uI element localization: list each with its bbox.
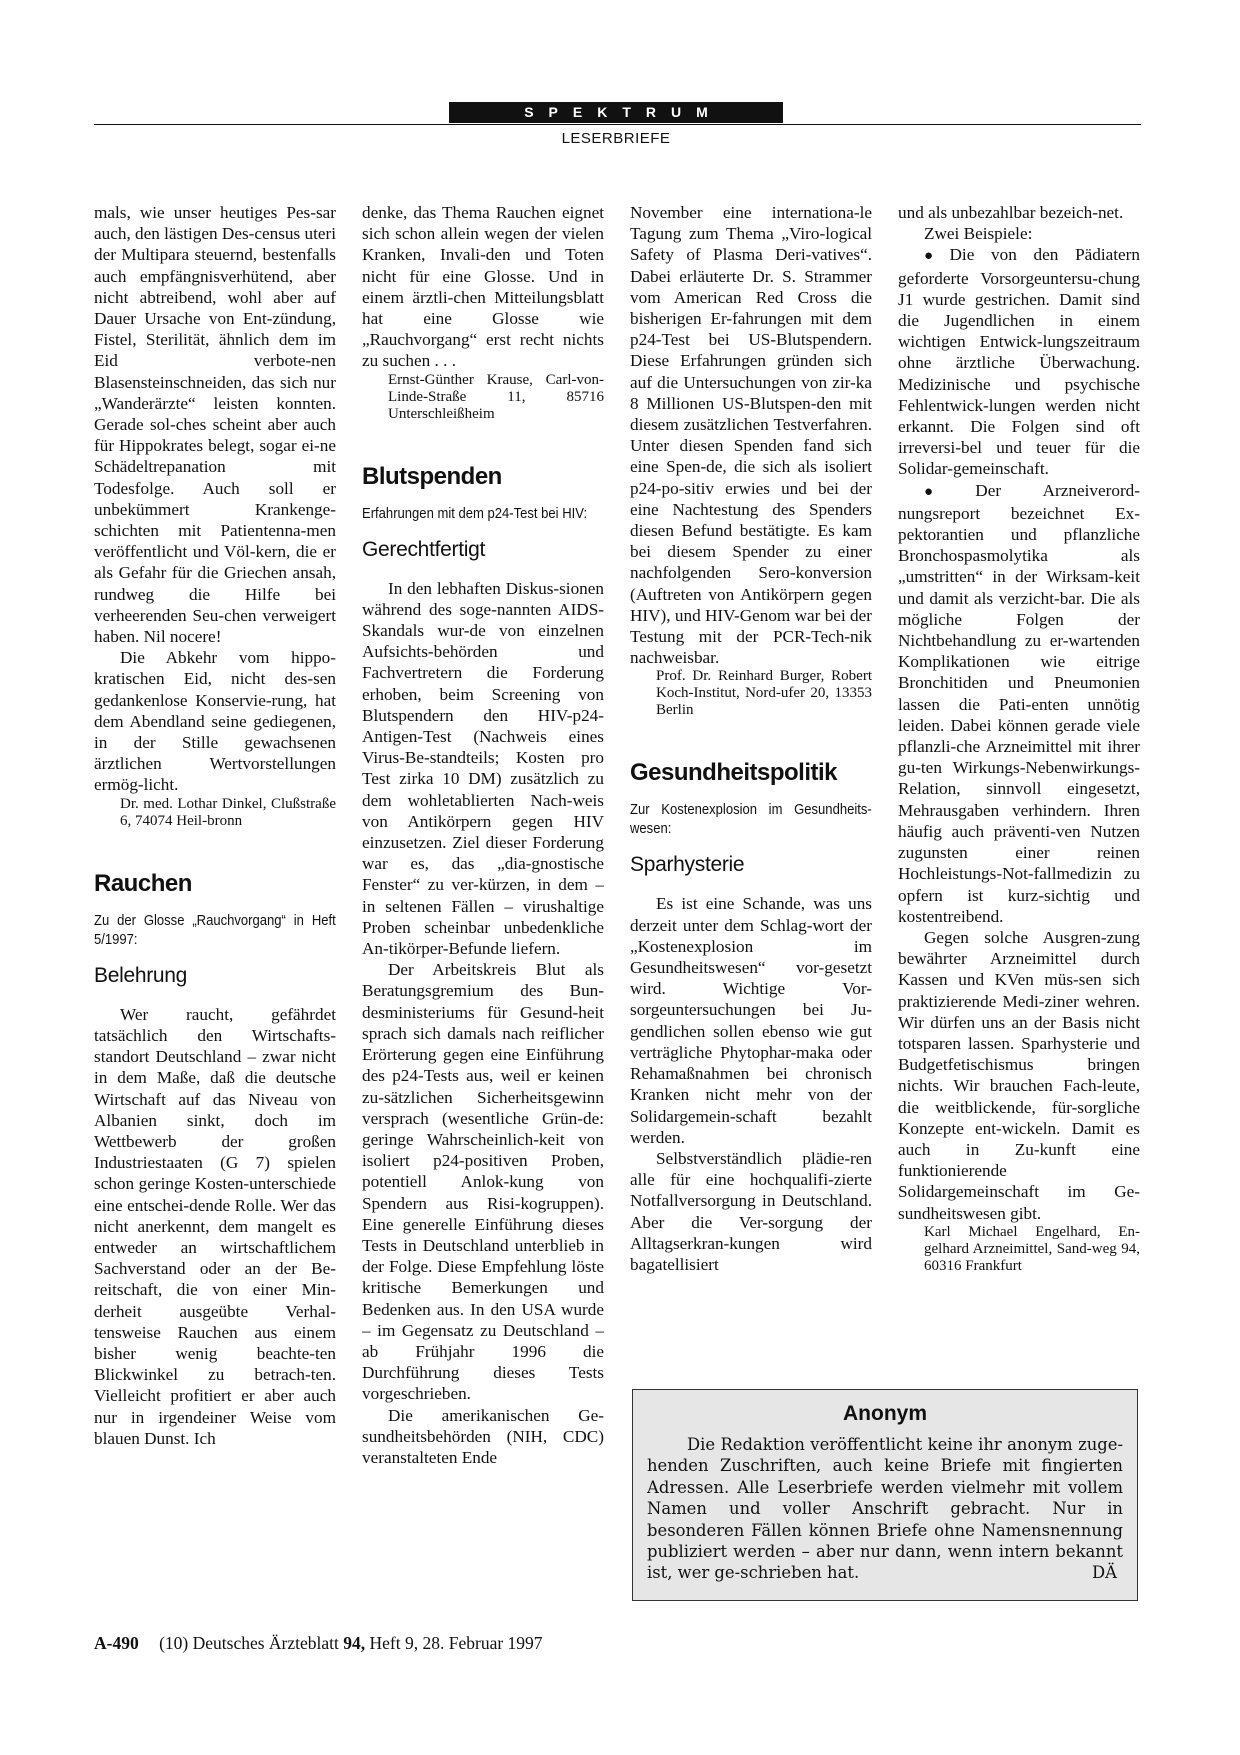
header-rule xyxy=(94,124,1141,125)
spacer xyxy=(630,877,872,893)
bullet-text: Die von den Pädiatern geforderte Vorsorgeuntersu-chung J1 wurde gestrichen. Damit sind die Jugendlichen in einem wichtigen Entwick-lungszeitraum ohne ärztliche Überwachung. Medizinische und psychische Fehlentwick-lungen werden nicht erkannt. Die Folgen sind oft irreversi-bel und teuer für die Solidar-gemeinschaft. xyxy=(898,245,1140,479)
headline-sparhysterie: Sparhysterie xyxy=(630,853,745,877)
paragraph: Der Arbeitskreis Blut als Beratungsgremium des Bun-desministeriums für Gesund-heit sprach sich damals nach reiflicher Erörterung gegen eine Einführung des p24-Tests aus, weil er keinen zu-sätzlichen Sicherheitsgewinn versprach (wesentliche Grün-de: geringe Wahrscheinlich-keit von isoliert p24-positiven Proben, potentiell Anlok-kung von Spendern aus Risi-kogruppen). Eine generelle Einführung dieses Tests in Deutschland unterblieb in der Folge. Diese Empfehlung löste kritische Bemerkungen und Bedenken aus. In den USA wurde – im Gegensatz zu Deutschland – ab Frühjahr 1996 die Durchführung dieses Tests vorgeschrieben. xyxy=(362,960,604,1404)
spacer xyxy=(630,719,872,759)
paragraph: und als unbezahlbar bezeich-net. xyxy=(898,203,1124,222)
paragraph: Die Abkehr vom hippo-kratischen Eid, nicht des-sen gedankenlose Konservie-rung, hat dem Abendland seine gediegenen, in der Stille gewachsenen ärztlichen Wertvorstellungen ermög-licht. xyxy=(94,648,336,795)
bullet-icon: ● xyxy=(924,483,972,500)
letter-signature: Ernst-Günther Krause, Carl-von-Linde-Straße 11, 85716 Unterschleißheim xyxy=(388,371,604,422)
anonym-notice-box xyxy=(632,1389,1138,1601)
spacer xyxy=(630,839,872,853)
bullet-text: Der Arzneiverord-nungsreport bezeichnet Ex-pektorantien und pflanzliche Bronchospasmolytika als „umstritten“ in der Wirksam-keit und damit als verzicht-bar. Die als mögliche Folgen der Nichtbehandlung zu er-wartenden Komplikationen wie eitrige Bronchitiden und Pneumonien lassen die Pati-enten unnötig leiden. Dabei können gerade viele pflanzli-che Arzneimittel mit ihrer gu-ten Wirkungs-Nebenwirkungs-Relation, sinnvoll eingesetzt, Mehrausgaben verhindern. Ihren häufig auch präventi-ven Nutzen zugunsten einer reinen Hochleistungs-Not-fallmedizin zu opfern ist kurz-sichtig und kostentreibend. xyxy=(898,480,1140,926)
paragraph: Die amerikanischen Ge-sundheitsbehörden (NIH, CDC) veranstalteten Ende xyxy=(362,1405,604,1467)
paragraph: Gegen solche Ausgren-zung bewährter Arzneimittel durch Kassen und KVen müs-sen sich praktizierende Medi-ziner wehren. Wir dürfen uns an der Basis nicht totsparen lassen. Sparhysterie und Budgetfetischismus bringen nichts. Wir brauchen Fach-leute, die weitblickende, für-sorgliche Konzepte ent-wickeln. Damit es auch in Zu-kunft eine funktionierende Solidargemeinschaft im Ge-sundheitswesen gibt. xyxy=(898,927,1140,1223)
section-title-rauchen: Rauchen xyxy=(94,869,192,897)
spacer xyxy=(94,898,336,912)
journal-name: (10) Deutsches Ärzteblatt xyxy=(159,1633,339,1653)
paragraph: mals, wie unser heutiges Pes-sar auch, den lästigen Des-census uteri der Multipara steuernd, bestenfalls auch empfängnisverhütend, aber nicht abtreibend, wohl aber auf Dauer Ursache von Ent-zündung, Fistel, Sterilität, ähnlich dem im Eid verbote-nen Blasensteinschneiden, das sich nur „Wanderärzte“ leisten konnten. Gerade sol-ches scheint aber auch für Hippokrates belegt, sogar ei-ne Schädeltrepanation mit Todesfolge. Auch soll er unbekümmert Krankenge-schichten mit Patientenna-men veröffentlicht und Völ-kern, die er als Gefahr für die Griechen ansah, rundweg die Hilfe bei verheerenden Seu-chen verweigert haben. Nil nocere! xyxy=(94,203,336,647)
spacer xyxy=(362,491,604,505)
column-1 xyxy=(94,202,336,1449)
subsection-label: LESERBRIEFE xyxy=(561,130,671,147)
bullet-paragraph xyxy=(898,244,1140,479)
paragraph: In den lebhaften Diskus-sionen während des soge-nannten AIDS-Skandals wur-de von einzelnen Aufsichts-behörden und Fachvertretern die Forderung erhoben, beim Screening von Blutspendern den HIV-p24-Antigen-Test (Nachweis eines Virus-Be-standteils; Kosten pro Test zirka 10 DM) zusätzlich zu dem wohletablierten Nach-weis von Antikörpern gegen HIV einzusetzen. Ziel dieser Forderung war es, das „dia-gnostische Fenster“ zu ver-kürzen, in dem – in seltenen Fällen – virushaltige Proben scheinbar unbedenkliche An-tikörper-Befunde liefern. xyxy=(362,578,604,959)
notice-text: Die Redaktion veröffentlicht keine ihr anonym zuge-henden Zuschriften, auch keine Briefe mit fingierten Adressen. Alle Leserbriefe werden vielmehr mit vollem Namen und voller Anschrift gebracht. Nur in besonderen Fällen können Briefe ohne Namensnennung publiziert werden – aber nur dann, wenn intern bekannt ist, wer ge-schrieben hat. xyxy=(647,1435,1123,1583)
headline-belehrung: Belehrung xyxy=(94,963,188,987)
notice-body xyxy=(647,1434,1123,1584)
paragraph: Wer raucht, gefährdet tatsächlich den Wirtschafts-standort Deutschland – zwar nicht in dem Maße, daß die deutsche Wirtschaft auf das Niveau von Albanien sinkt, doch im Wettbewerb der großen Industriestaaten (G 7) spielen schon geringe Kosten-unterschiede eine entschei-dende Rolle. Wer das nicht anerkennt, dem mangelt es entweder an wirtschaftlichem Sachverstand oder an der Be-reitschaft, die von einer Min-derheit ausgeübte Verhal-tensweise Rauchen aus einem bisher wenig beachte-ten Blickwinkel zu betrach-ten. Vielleicht profitiert er aber auch nur in irgendeiner Weise vom blauen Dunst. Ich xyxy=(94,1004,336,1448)
paragraph: Selbstverständlich plädie-ren alle für eine hochqualifi-zierte Notfallversorgung in Deutschland. Aber die Ver-sorgung der Alltagserkran-kungen wird bagatellisiert xyxy=(630,1148,872,1274)
kicker: Zu der Glosse „Rauchvorgang“ in Heft 5/1997: xyxy=(94,912,336,948)
kicker: Erfahrungen mit dem p24-Test bei HIV: xyxy=(362,505,588,522)
column-3 xyxy=(630,202,872,1275)
paragraph: November eine internationa-le Tagung zum Thema „Viro-logical Safety of Plasma Deri-vatives“. Dabei erläuterte Dr. S. Strammer vom American Red Cross die bisherigen Er-fahrungen mit dem p24-Test bei US-Blutspendern. Diese Erfahrungen gründen sich auf die Untersuchungen von zir-ka 8 Millionen US-Blutspen-den mit diesem zusätzlichen Testverfahren. Unter diesen Spenden fand sich eine Spen-de, die sich als isoliert p24-po-sitiv erwies und bei der eine Nachtestung des Spenders diesen Befund bestätigte. Es kam bei diesem Spender zu einer nachfolgenden Sero-konversion (Auftreten von Antikörpern gegen HIV), und HIV-Genom war bei der Testung mit der PCR-Tech-nik nachweisbar. xyxy=(630,203,872,668)
spacer xyxy=(362,524,604,538)
letter-signature: Karl Michael Engelhard, En-gelhard Arzneimittel, Sand-weg 94, 60316 Frankfurt xyxy=(924,1223,1140,1274)
section-header-bar xyxy=(449,102,783,123)
page-footer xyxy=(94,1632,543,1654)
paragraph: denke, das Thema Rauchen eignet sich schon allein wegen der vielen Kranken, Invali-den und Toten nicht für eine Glosse. Und in einem ärztli-chen Mitteilungsblatt hat eine Glosse wie „Rauchvorgang“ erst recht nichts zu suchen . . . xyxy=(362,203,604,371)
kicker: Zur Kostenexplosion im Gesundheits-wesen: xyxy=(630,802,872,838)
headline-gerechtfertigt: Gerechtfertigt xyxy=(362,537,486,561)
notice-initials: DÄ xyxy=(1092,1563,1117,1583)
paragraph: Es ist eine Schande, was uns derzeit unter dem Schlag-wort der „Kostenexplosion im Gesundheitswesen“ vor-gesetzt wird. Wichtige Vor-sorgeuntersuchungen bei Ju-gendlichen sollen ebenso wie gut verträgliche Phytophar-maka oder Rehamaßnahmen bei chronisch Kranken nicht mehr von der Solidargemein-schaft bezahlt werden. xyxy=(630,894,872,1147)
letter-signature: Prof. Dr. Reinhard Burger, Robert Koch-Institut, Nord-ufer 20, 13353 Berlin xyxy=(656,668,872,719)
spacer xyxy=(362,562,604,578)
bullet-paragraph xyxy=(898,480,1140,927)
column-2 xyxy=(362,202,604,1468)
issue-date: Heft 9, 28. Februar 1997 xyxy=(369,1633,543,1653)
paragraph: Zwei Beispiele: xyxy=(924,224,1033,244)
spacer xyxy=(362,423,604,463)
spacer xyxy=(94,830,336,870)
bullet-icon: ● xyxy=(924,248,946,265)
section-title-blutspenden: Blutspenden xyxy=(362,462,502,490)
section-title-gesundheitspolitik: Gesundheitspolitik xyxy=(630,759,838,787)
letter-signature: Dr. med. Lothar Dinkel, Clußstraße 6, 74074 Heil-bronn xyxy=(120,795,336,829)
spacer xyxy=(94,988,336,1004)
volume-number: 94, xyxy=(343,1633,366,1653)
column-4 xyxy=(898,202,1140,1275)
notice-title: Anonym xyxy=(843,1402,927,1425)
page-number: A-490 xyxy=(94,1633,139,1653)
spacer xyxy=(94,950,336,964)
spacer xyxy=(630,787,872,801)
section-label: SPEKTRUM xyxy=(524,104,723,120)
